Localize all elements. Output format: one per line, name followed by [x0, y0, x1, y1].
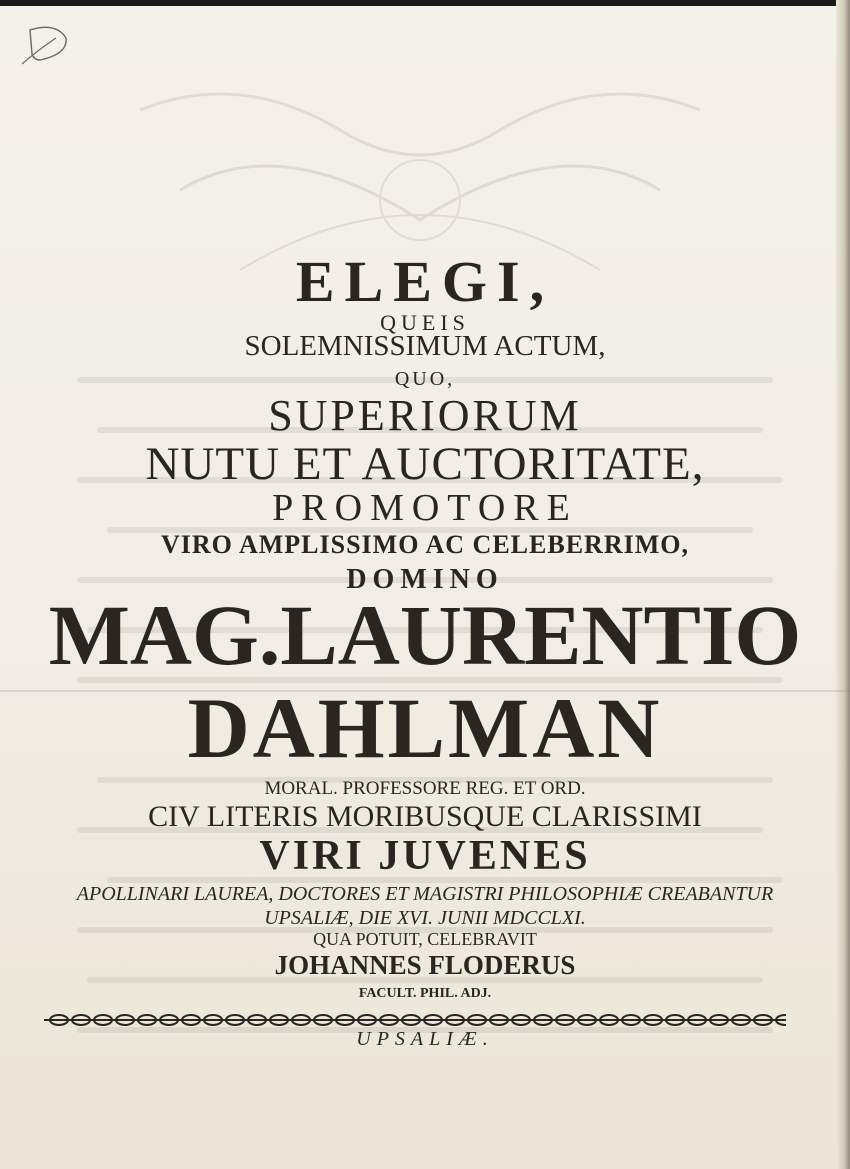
line-date: UPSALIÆ, DIE XVI. JUNII MDCCLXI. — [264, 907, 586, 929]
imprint-place: UPSALIÆ. — [356, 1028, 494, 1050]
line-apollinari: APOLLINARI LAUREA, DOCTORES ET MAGISTRI PHILOSOPHIÆ CREABANTUR — [76, 883, 774, 905]
subtitle-solemn: SOLEMNISSIMUM ACTUM, — [244, 330, 606, 362]
author-title: FACULT. PHIL. ADJ. — [358, 986, 492, 1001]
line-domino: DOMINO — [346, 564, 504, 595]
line-civ: CIV LITERIS MORIBUSQUE CLARISSIMI — [148, 800, 702, 833]
handwritten-corner-mark — [16, 20, 76, 70]
page-top-edge — [0, 0, 850, 6]
subtitle-quo: QUO, — [394, 368, 456, 390]
name-dahlman: DAHLMAN — [187, 680, 663, 776]
title-elegi: ELEGI, — [295, 249, 555, 314]
heading-nutu: NUTU ET AUCTORITATE, — [145, 438, 705, 490]
subtitle-queis: QUEIS — [380, 310, 470, 335]
author-name: JOHANNES FLODERUS — [274, 950, 576, 980]
heading-viri-juvenes: VIRI JUVENES — [259, 833, 591, 879]
name-laurentio — [0, 585, 850, 685]
line-qua-potuit: QUA POTUIT, CELEBRAVIT — [313, 929, 537, 949]
name-first: LAURENTIO — [280, 587, 802, 683]
heading-promotore: PROMOTORE — [272, 487, 578, 529]
chain-border-ornament-icon — [44, 1010, 786, 1030]
heading-superiorum: SUPERIORUM — [268, 391, 582, 440]
line-moral: MORAL. PROFESSORE REG. ET ORD. — [264, 778, 586, 799]
name-prefix: MAG. — [48, 587, 281, 683]
line-viro: VIRO AMPLISSIMO AC CELEBERRIMO, — [161, 530, 689, 559]
